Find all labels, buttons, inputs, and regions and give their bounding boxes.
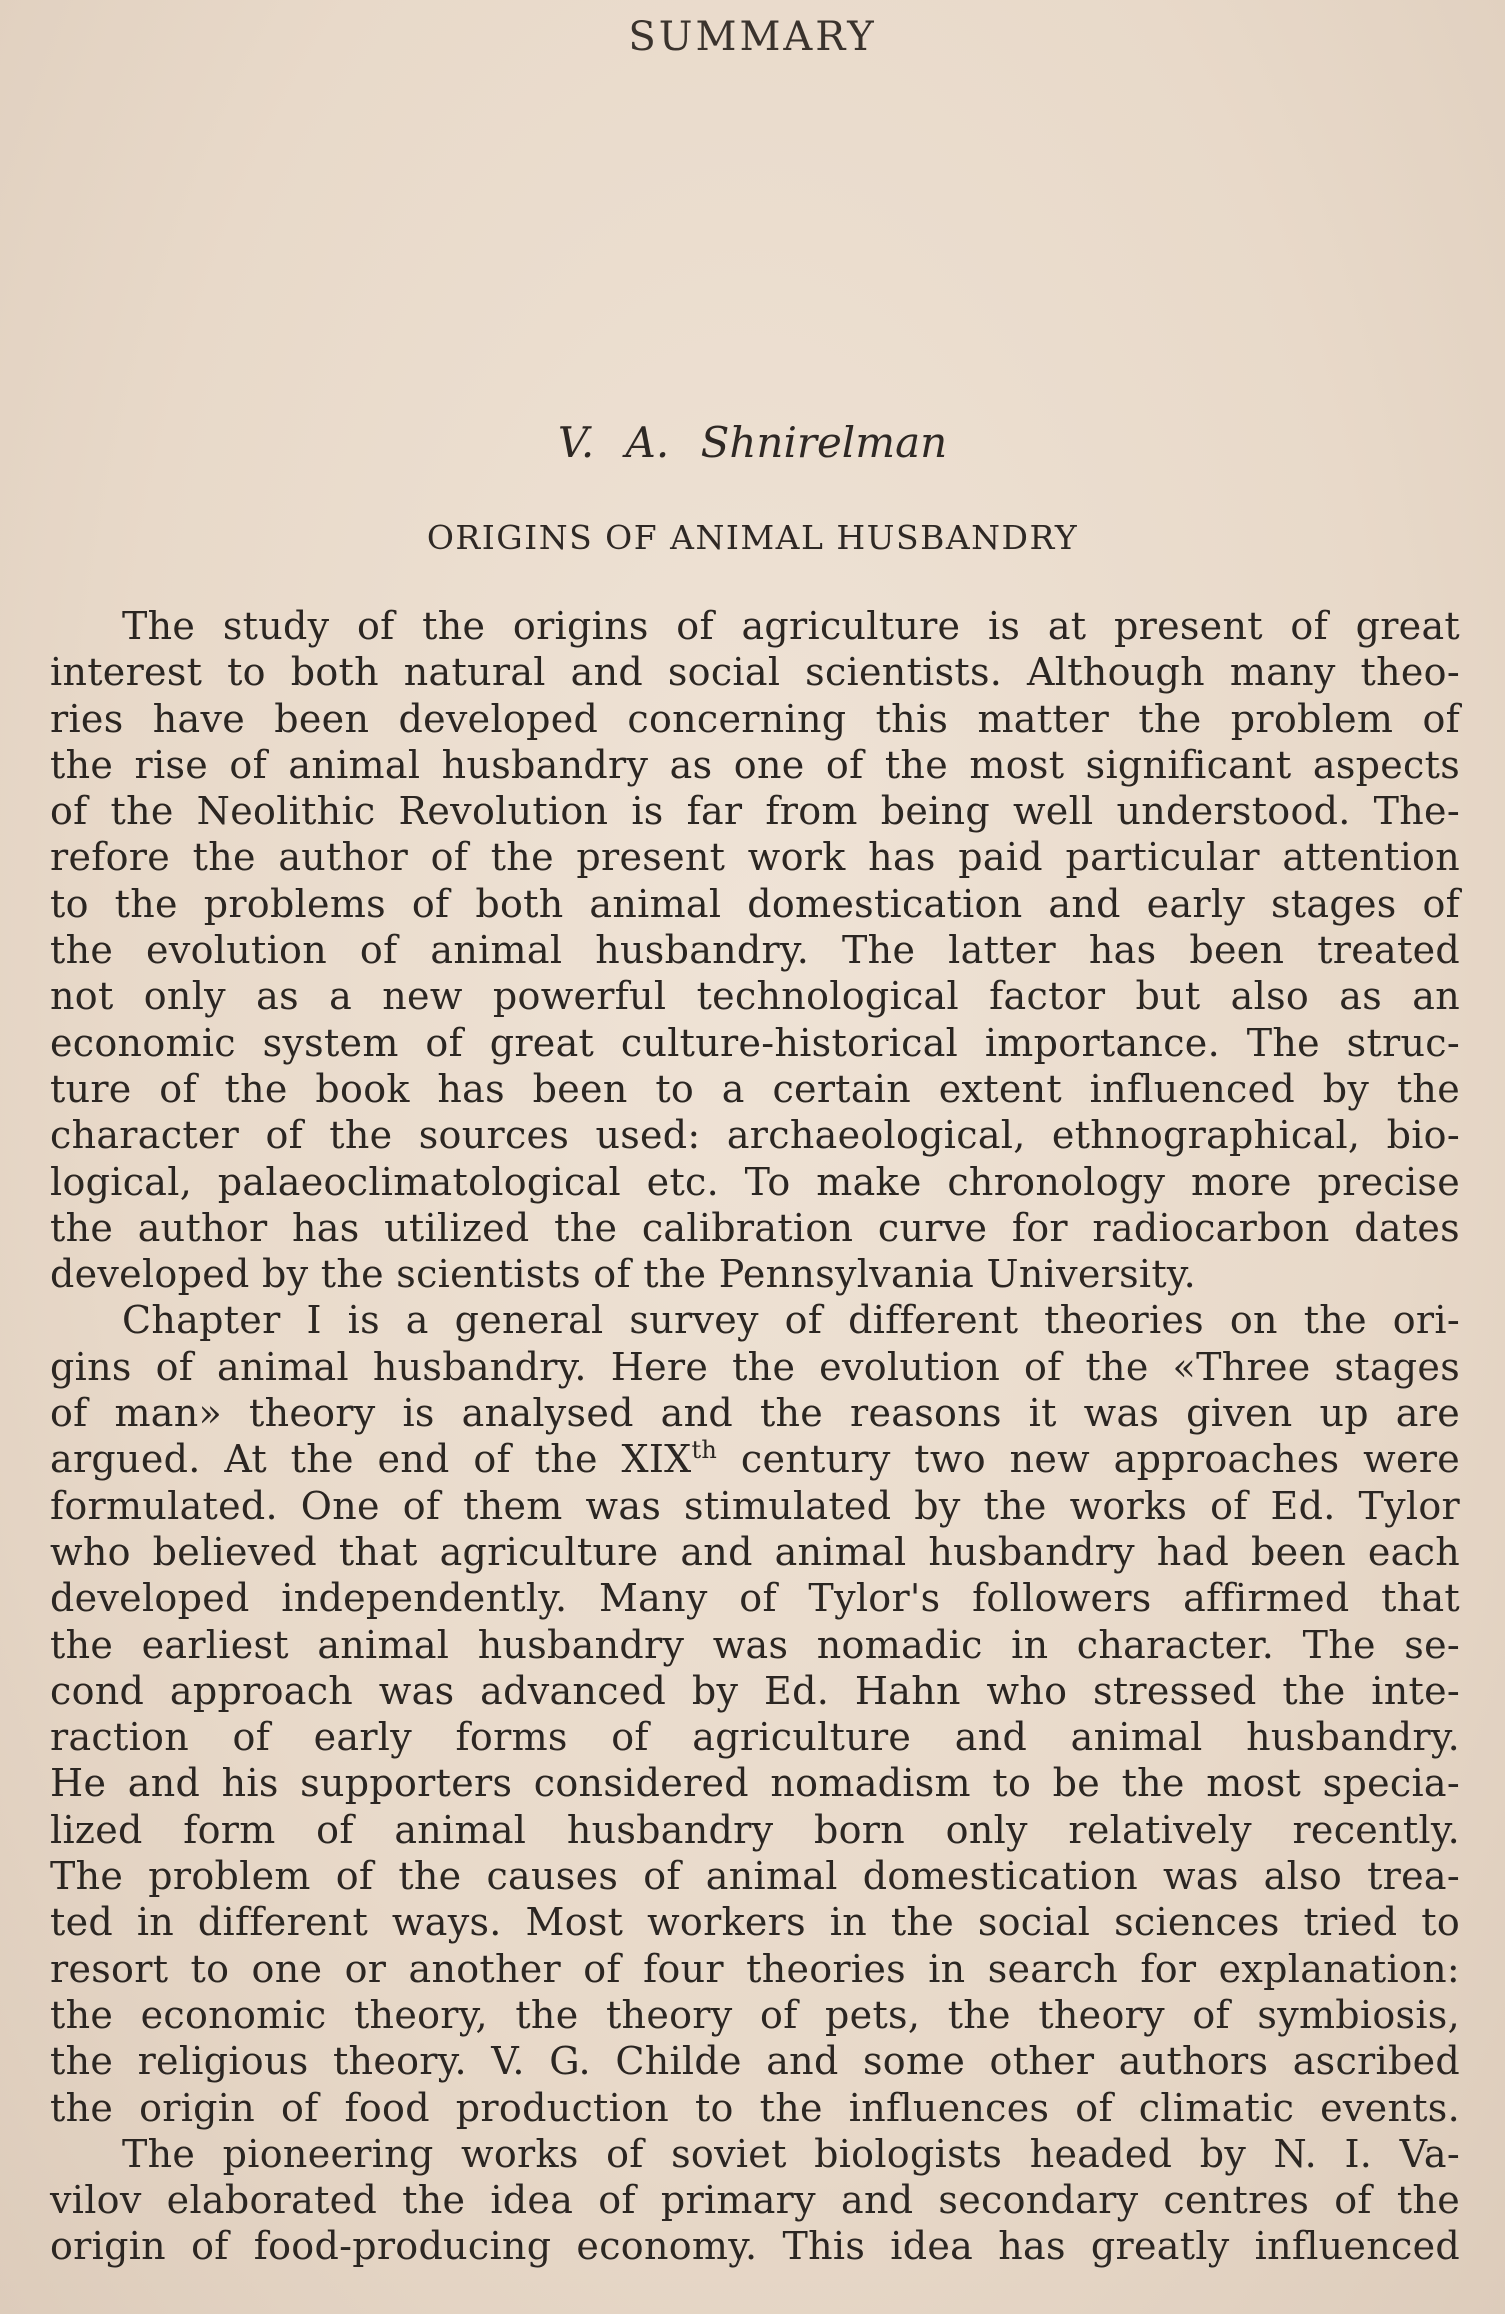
text-line: ries have been developed concerning this matter the problem of [50, 696, 1460, 741]
text-line: the rise of animal husbandry as one of the most significant aspects [50, 742, 1460, 787]
article-title: ORIGINS OF ANIMAL HUSBANDRY [426, 518, 1079, 557]
text-line: not only as a new powerful technological factor but also as an [50, 974, 1460, 1019]
text-line: to the problems of both animal domestication and early stages of [50, 881, 1460, 926]
text-segment: century two new approaches were [717, 1437, 1460, 1482]
text-line: the evolution of animal husbandry. The latter has been treated [50, 928, 1460, 973]
text-line: of man» theory is analysed and the reasons it was given up are [50, 1391, 1460, 1436]
text-line: He and his supporters considered nomadism to be the most specia- [50, 1761, 1460, 1806]
text-line: The pioneering works of soviet biologists headed by N. I. Va- [122, 2131, 1460, 2176]
text-line: formulated. One of them was stimulated by the works of Ed. Tylor [50, 1483, 1460, 1528]
text-line: interest to both natural and social scientists. Although many theo- [50, 650, 1460, 695]
text-line [50, 1436, 1460, 1482]
summary-heading: SUMMARY [628, 14, 877, 60]
text-line: the economic theory, the theory of pets, the theory of symbiosis, [50, 1992, 1460, 2037]
text-line: of the Neolithic Revolution is far from being well understood. The- [50, 789, 1460, 834]
text-line: character of the sources used: archaeological, ethnographical, bio- [50, 1113, 1460, 1158]
body-text [50, 603, 1460, 2270]
text-line: the religious theory. V. G. Childe and some other authors ascribed [50, 2039, 1460, 2084]
text-line: Chapter I is a general survey of different theories on the ori- [122, 1298, 1460, 1343]
text-line: ture of the book has been to a certain extent influenced by the [50, 1066, 1460, 1111]
text-line: the origin of food production to the influences of climatic events. [50, 2085, 1460, 2130]
text-line: The study of the origins of agriculture is at present of great [122, 604, 1460, 648]
text-line: who believed that agriculture and animal husbandry had been each [50, 1529, 1460, 1574]
superscript: th [691, 1436, 718, 1465]
text-line: origin of food-producing economy. This idea has greatly influenced [50, 2224, 1460, 2269]
author-name: V. A. Shnirelman [557, 418, 948, 467]
text-line: ted in different ways. Most workers in the social sciences tried to [50, 1900, 1460, 1945]
text-line: The problem of the causes of animal domestication was also trea- [50, 1854, 1460, 1899]
text-line: cond approach was advanced by Ed. Hahn who stressed the inte- [50, 1668, 1460, 1713]
text-segment: argued. At the end of the XIX [50, 1437, 692, 1482]
text-line: lized form of animal husbandry born only relatively recently. [50, 1807, 1460, 1852]
text-line: vilov elaborated the idea of primary and secondary centres of the [50, 2178, 1460, 2223]
text-line: the author has utilized the calibration curve for radiocarbon dates [50, 1205, 1460, 1250]
text-line: resort to one or another of four theories in search for explanation: [50, 1946, 1460, 1991]
text-line: refore the author of the present work has paid particular attention [50, 835, 1460, 880]
text-line: developed independently. Many of Tylor's followers affirmed that [50, 1576, 1460, 1621]
text-line: logical, palaeoclimatological etc. To make chronology more precise [50, 1159, 1460, 1204]
text-line: developed by the scientists of the Pennsylvania University. [50, 1252, 1197, 1297]
text-line: raction of early forms of agriculture and animal husbandry. [50, 1715, 1460, 1760]
text-line: the earliest animal husbandry was nomadic in character. The se- [50, 1622, 1460, 1667]
text-line: gins of animal husbandry. Here the evolution of the «Three stages [50, 1344, 1460, 1389]
text-line: economic system of great culture-historical importance. The struc- [50, 1020, 1460, 1065]
